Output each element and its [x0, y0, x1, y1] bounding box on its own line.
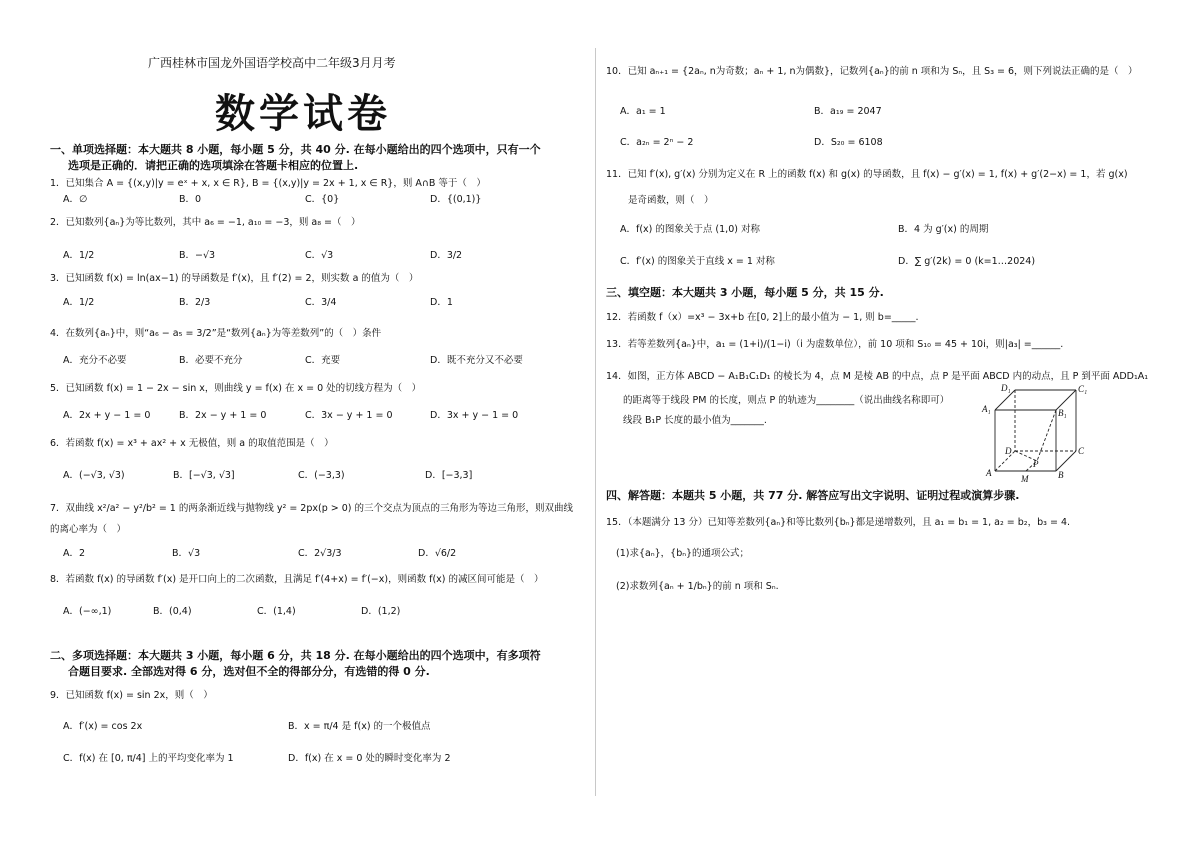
exam-title: 数学试卷: [215, 90, 391, 137]
q7-option-b[interactable]: B．√3: [172, 548, 201, 559]
q9-option-c[interactable]: C．f(x) 在 [0, π/4] 上的平均变化率为 1: [63, 753, 234, 764]
q11-option-c[interactable]: C．f′(x) 的图象关于直线 x = 1 对称: [620, 256, 775, 267]
q12-stem: 12．若函数 f（x）=x³ − 3x+b 在[0, 2]上的最小值为 − 1, 则 b=_____.: [606, 312, 919, 323]
q2-option-c[interactable]: C．√3: [305, 250, 334, 261]
section4-heading: 四、解答题：本题共 5 小题，共 77 分. 解答应写出文字说明、证明过程或演算步骤.: [606, 489, 1020, 502]
q6-stem: 6．若函数 f(x) = x³ + ax² + x 无极值，则 a 的取值范围是（ ）: [50, 438, 334, 449]
q4-option-d[interactable]: D．既不充分又不必要: [430, 355, 523, 366]
q8-option-b[interactable]: B．(0,4): [153, 606, 192, 617]
q3-option-d[interactable]: D．1: [430, 297, 453, 308]
q6-option-c[interactable]: C．(−3,3): [298, 470, 345, 481]
section2-heading: 二、多项选择题：本大题共 3 小题，每小题 6 分，共 18 分. 在每小题给出的四个选项中，有多项符: [50, 649, 541, 662]
q1-option-c[interactable]: C．{0}: [305, 194, 340, 205]
q15-part2: (2)求数列{aₙ + 1/bₙ}的前 n 项和 Sₙ.: [616, 581, 779, 592]
q9-stem: 9．已知函数 f(x) = sin 2x，则（ ）: [50, 690, 213, 701]
label-p: P: [1033, 459, 1039, 469]
q8-option-a[interactable]: A．(−∞,1): [63, 606, 112, 617]
q10-option-a[interactable]: A．a₁ = 1: [620, 106, 666, 117]
q5-option-a[interactable]: A．2x + y − 1 = 0: [63, 410, 151, 421]
label-m: M: [1021, 474, 1029, 484]
q7-option-c[interactable]: C．2√3/3: [298, 548, 342, 559]
q9-option-b[interactable]: B．x = π/4 是 f(x) 的一个极值点: [288, 721, 431, 732]
q1-option-a[interactable]: A．∅: [63, 194, 88, 205]
q4-option-c[interactable]: C．充要: [305, 355, 341, 366]
q10-stem: 10．已知 aₙ₊₁ = {2aₙ, n为奇数；aₙ + 1, n为偶数}，记数列{aₙ}的前 n 项和为 Sₙ，且 S₃ = 6，则下列说法正确的是（ ）: [606, 66, 1138, 77]
q15-stem: 15．（本题满分 13 分）已知等差数列{aₙ}和等比数列{bₙ}都是递增数列，且 a₁ = b₁ = 1, a₂ = b₂，b₃ = 4.: [606, 517, 1071, 528]
edge-a1d1: [995, 390, 1015, 410]
q7-option-a[interactable]: A．2: [63, 548, 86, 559]
q3-option-c[interactable]: C．3/4: [305, 297, 337, 308]
q10-option-b[interactable]: B．a₁₉ = 2047: [814, 106, 882, 117]
section1-heading: 一、单项选择题：本大题共 8 小题，每小题 5 分，共 40 分. 在每小题给出的四个选项中，只有一个: [50, 143, 541, 156]
q15-part1: (1)求{aₙ}，{bₙ}的通项公式；: [616, 548, 750, 559]
q2-option-a[interactable]: A．1/2: [63, 250, 95, 261]
section3-heading: 三、填空题：本大题共 3 小题，每小题 5 分，共 15 分.: [606, 286, 884, 299]
q3-option-a[interactable]: A．1/2: [63, 297, 95, 308]
q6-option-a[interactable]: A．(−√3, √3): [63, 470, 125, 481]
q2-stem: 2．已知数列{aₙ}为等比数列，其中 a₆ = −1, a₁₀ = −3，则 a₈ =（ ）: [50, 217, 361, 228]
section1-heading-cont: 选项是正确的．请把正确的选项填涂在答题卡相应的位置上.: [68, 159, 359, 172]
q2-option-b[interactable]: B．−√3: [179, 250, 216, 261]
q3-option-b[interactable]: B．2/3: [179, 297, 211, 308]
q2-option-d[interactable]: D．3/2: [430, 250, 463, 261]
q11-option-a[interactable]: A．f(x) 的图象关于点 (1,0) 对称: [620, 224, 760, 235]
q10-option-c[interactable]: C．a₂ₙ = 2ⁿ − 2: [620, 137, 694, 148]
q8-stem: 8．若函数 f(x) 的导函数 f′(x) 是开口向上的二次函数，且满足 f′(4+x) = f′(−x)，则函数 f(x) 的减区间可能是（ ）: [50, 574, 544, 585]
school-line: 广西桂林市国龙外国语学校高中二年级3月月考: [148, 56, 396, 70]
q8-option-d[interactable]: D．(1,2): [361, 606, 401, 617]
q5-option-b[interactable]: B．2x − y + 1 = 0: [179, 410, 267, 421]
q10-option-d[interactable]: D．S₂₀ = 6108: [814, 137, 883, 148]
q5-stem: 5．已知函数 f(x) = 1 − 2x − sin x，则曲线 y = f(x) 在 x = 0 处的切线方程为（ ）: [50, 383, 422, 394]
label-c: C: [1078, 446, 1085, 456]
q14-line1: 14．如图，正方体 ABCD − A₁B₁C₁D₁ 的棱长为 4，点 M 是棱 AB 的中点，点 P 是平面 ABCD 内的动点，且 P 到平面 ADD₁A₁: [606, 371, 1149, 382]
q4-option-b[interactable]: B．必要不充分: [179, 355, 243, 366]
q11-option-d[interactable]: D．∑ g′(2k) = 0 (k=1…2024): [898, 256, 1036, 267]
q9-option-a[interactable]: A．f′(x) = cos 2x: [63, 721, 143, 732]
edge-bc: [1056, 451, 1076, 471]
q5-option-d[interactable]: D．3x + y − 1 = 0: [430, 410, 519, 421]
q4-option-a[interactable]: A．充分不必要: [63, 355, 127, 366]
cube-diagram: [981, 382, 1091, 484]
label-c1: C₁: [1078, 384, 1088, 394]
q13-stem: 13．若等差数列{aₙ}中，a₁ = (1+i)/(1−i)（i 为虚数单位），前 10 项和 S₁₀ = 45 + 10i，则|a₃| =______.: [606, 339, 1064, 350]
q8-option-c[interactable]: C．(1,4): [257, 606, 296, 617]
q7-option-d[interactable]: D．√6/2: [418, 548, 457, 559]
edge-b1c1: [1056, 390, 1076, 410]
q14-line2: 的距离等于线段 PM 的长度，则点 P 的轨迹为________（说出曲线名称即可）: [623, 395, 950, 406]
q1-stem: 1．已知集合 A = {(x,y)|y = eˣ + x, x ∈ R}, B = {(x,y)|y = 2x + 1, x ∈ R}，则 A∩B 等于（ ）: [50, 178, 486, 189]
q11-option-b[interactable]: B．4 为 g′(x) 的周期: [898, 224, 989, 235]
label-b1: B₁: [1058, 408, 1067, 418]
q14-line3: 线段 B₁P 长度的最小值为_______.: [623, 415, 767, 426]
label-d: D: [1005, 446, 1012, 456]
q7-stem: 7．双曲线 x²/a² − y²/b² = 1 的两条渐近线与抛物线 y² = 2px(p > 0) 的三个交点为顶点的三角形为等边三角形，则双曲线: [50, 503, 574, 514]
q5-option-c[interactable]: C．3x − y + 1 = 0: [305, 410, 393, 421]
segment-b1p: [1037, 410, 1056, 461]
label-b: B: [1058, 470, 1064, 480]
q1-option-b[interactable]: B．0: [179, 194, 202, 205]
label-a1: A₁: [982, 404, 991, 414]
q9-option-d[interactable]: D．f(x) 在 x = 0 处的瞬时变化率为 2: [288, 753, 451, 764]
q1-option-d[interactable]: D．{(0,1)}: [430, 194, 482, 205]
q7-stem-cont: 的离心率为（ ）: [50, 524, 127, 535]
q11-stem: 11．已知 f′(x), g′(x) 分别为定义在 R 上的函数 f(x) 和 g(x) 的导函数，且 f(x) − g′(x) = 1, f(x) + g′(2−x) = 1，若 g(x): [606, 169, 1128, 180]
q6-option-d[interactable]: D．[−3,3]: [425, 470, 473, 481]
section2-heading-cont: 合题目要求. 全部选对得 6 分，选对但不全的得部分分，有选错的得 0 分.: [68, 665, 430, 678]
column-divider: [595, 48, 596, 796]
q11-stem-cont: 是奇函数，则（ ）: [628, 195, 714, 206]
q4-stem: 4．在数列{aₙ}中，则“a₆ − a₅ = 3/2”是“数列{aₙ}为等差数列”的（ ）条件: [50, 328, 382, 339]
label-d1: D₁: [1001, 383, 1011, 393]
q3-stem: 3．已知函数 f(x) = ln(ax−1) 的导函数是 f′(x)，且 f′(2) = 2，则实数 a 的值为（ ）: [50, 273, 419, 284]
q6-option-b[interactable]: B．[−√3, √3]: [173, 470, 235, 481]
label-a: A: [986, 468, 992, 478]
